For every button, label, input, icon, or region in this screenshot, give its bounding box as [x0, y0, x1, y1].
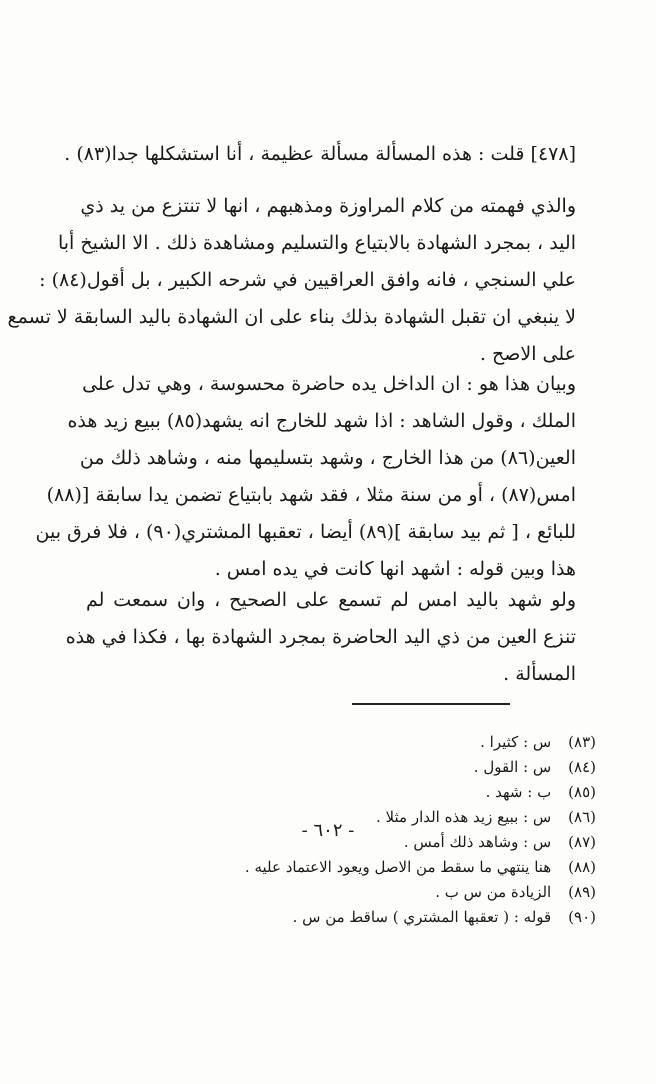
footnote-text: س : وشاهد ذلك أمس .: [403, 833, 552, 851]
text-line: تنزع العين من ذي اليد الحاضرة بمجرد الشهادة بها ، فكذا في هذه: [65, 626, 576, 648]
footnote-item: [96, 755, 596, 780]
text-line: العين(٨٦) من هذا الخارج ، وشهد بتسليمها منه ، وشاهد ذلك من: [79, 447, 576, 469]
text-line: امس(٨٧) ، أو من سنة مثلا ، فقد شهد بابتياع تضمن يدا سابقة [(٨٨): [46, 484, 576, 506]
footnote-text: س : ببيع زيد هذه الدار مثلا .: [376, 808, 552, 826]
paragraph-4: [65, 582, 576, 693]
footnote-item: [96, 780, 596, 805]
footnote-item: [96, 730, 596, 755]
footnote-separator: [352, 703, 510, 705]
paragraph-478: [64, 136, 576, 173]
paragraph-2: [7, 188, 576, 373]
footnote-text: الزيادة من س ب .: [435, 883, 552, 901]
footnote-number: (٨٩): [568, 883, 596, 901]
footnote-item: [96, 855, 596, 880]
footnote-item: [96, 905, 596, 930]
text-line: المسألة .: [503, 663, 576, 685]
footnote-number: (٨٨): [568, 858, 596, 876]
text-line: لا ينبغي ان تقبل الشهادة بذلك بناء على ان الشهادة باليد السابقة لا تسمع: [7, 306, 576, 328]
text-line: علي السنجي ، فانه وافق العراقيين في شرحه الكبير ، بل أقول(٨٤) :: [39, 269, 576, 291]
footnote-text: ب : شهد .: [485, 783, 552, 801]
footnote-text: هنا ينتهي ما سقط من الاصل ويعود الاعتماد عليه .: [244, 858, 552, 876]
text-line: للبائع ، [ ثم بيد سابقة ](٨٩) أيضا ، تعقبها المشتري(٩٠) ، فلا فرق بين: [35, 521, 576, 543]
text-line: الملك ، وقول الشاهد : اذا شهد للخارج انه يشهد(٨٥) ببيع زيد هذه: [67, 410, 576, 432]
text-line: [٤٧٨] قلت : هذه المسألة مسألة عظيمة ، أنا استشكلها جدا(٨٣) .: [64, 143, 576, 165]
footnote-text: س : القول .: [473, 758, 552, 776]
footnote-number: (٨٧): [568, 833, 596, 851]
footnote-number: (٨٤): [568, 758, 596, 776]
footnote-number: (٨٥): [568, 783, 596, 801]
footnote-number: (٨٦): [568, 808, 596, 826]
text-line: على الاصح .: [479, 343, 576, 365]
text-line: اليد ، بمجرد الشهادة بالابتياع والتسليم ومشاهدة ذلك . الا الشيخ أبا: [57, 232, 576, 254]
footnote-item: [96, 880, 596, 905]
footnote-text: قوله : ( تعقبها المشتري ) ساقط من س .: [292, 908, 552, 926]
footnote-text: س : كثيرا .: [480, 733, 552, 751]
text-line: هذا وبين قوله : اشهد انها كانت في يده امس .: [214, 558, 576, 580]
text-line: وبيان هذا هو : ان الداخل يده حاضرة محسوسة ، وهي تدل على: [82, 373, 576, 395]
text-line: ولو شهد باليد امس لم تسمع على الصحيح ، وان سمعت لم: [86, 589, 576, 611]
footnote-number: (٨٣): [568, 733, 596, 751]
page-number: - ٦٠٢ -: [301, 820, 355, 841]
paragraph-3: [35, 366, 576, 588]
text-line: والذي فهمته من كلام المراوزة ومذهبهم ، انها لا تنتزع من يد ذي: [80, 195, 576, 217]
footnote-number: (٩٠): [568, 908, 596, 926]
